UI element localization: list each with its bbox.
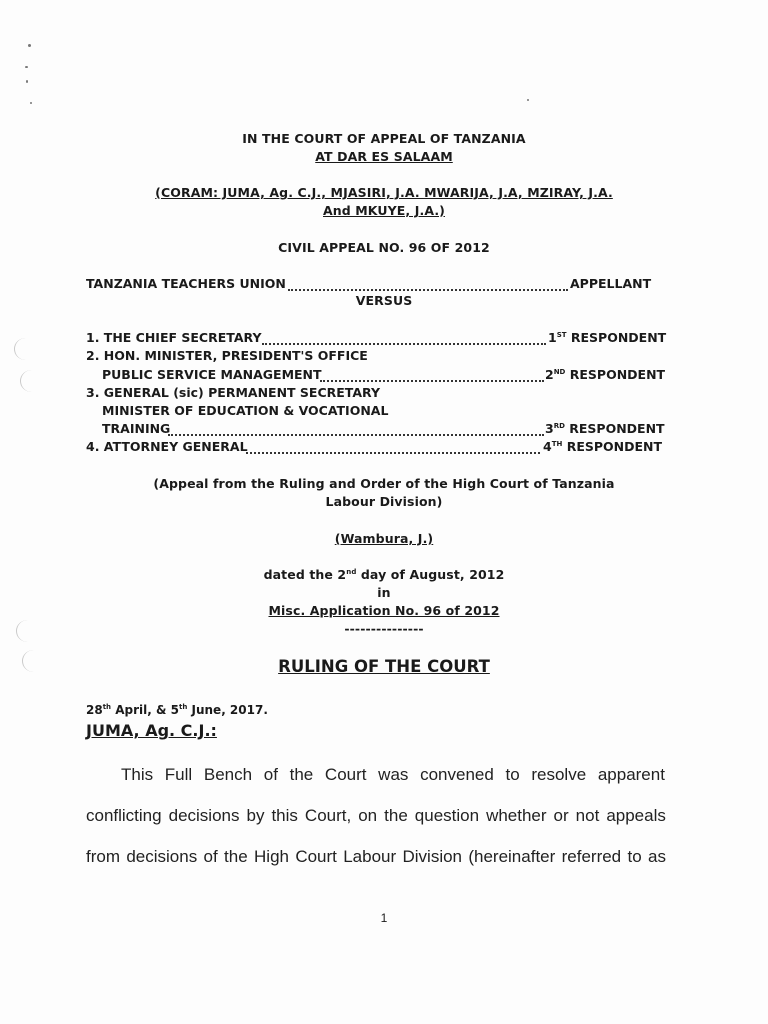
body-word: decisions [126, 847, 198, 866]
respondent-3-line-1: 3. GENERAL (sic) PERMANENT SECRETARY [86, 385, 381, 400]
versus-label: VERSUS [355, 293, 413, 308]
respondent-4-name: 4. ATTORNEY GENERAL [86, 439, 248, 454]
body-word: the [224, 847, 248, 866]
respondent-1-role: 1ST RESPONDENT [548, 330, 667, 345]
body-word: Division [402, 847, 463, 866]
body-word: on [358, 806, 378, 825]
leader-dots [168, 432, 544, 436]
body-word: resolve [531, 765, 587, 784]
leader-dots [320, 378, 544, 382]
body-word: apparent [597, 765, 665, 784]
respondent-3-line-3: TRAINING [102, 421, 171, 436]
body-word: of [263, 765, 278, 784]
ruling-title: RULING OF THE COURT [278, 657, 490, 676]
body-word: to [627, 847, 642, 866]
appeal-from-line-1: (Appeal from the Ruling and Order of the High Court of Tanzania [153, 476, 615, 491]
respondent-1-name: 1. THE CHIEF SECRETARY [86, 330, 262, 345]
in-label: in [377, 585, 391, 600]
body-word: High [254, 847, 289, 866]
body-word: this [271, 806, 298, 825]
coram-line-1: (CORAM: JUMA, Ag. C.J., MJASIRI, J.A. MWARIJA, J.A, MZIRAY, J.A. [155, 185, 613, 200]
body-word: or [553, 806, 569, 825]
body-line-3 [86, 847, 666, 867]
punch-hole-mark [14, 338, 37, 360]
appellant-role: APPELLANT [570, 276, 652, 291]
body-word: Court [295, 847, 337, 866]
body-word: Court [324, 765, 367, 784]
respondent-2-line-2: PUBLIC SERVICE MANAGEMENT [102, 367, 322, 382]
body-word: by [246, 806, 265, 825]
body-word: to [505, 765, 520, 784]
scan-speck [30, 102, 32, 104]
body-word: of [203, 847, 218, 866]
court-name: IN THE COURT OF APPEAL OF TANZANIA [242, 131, 526, 146]
body-word: was [378, 765, 409, 784]
body-line-1 [121, 765, 665, 785]
dated-line: dated the 2nd day of August, 2012 [263, 567, 505, 582]
leader-dots [262, 341, 546, 345]
body-word: Labour [343, 847, 397, 866]
court-location: AT DAR ES SALAAM [315, 149, 453, 164]
page-number: 1 [380, 911, 388, 925]
appeal-from-line-2: Labour Division) [325, 494, 443, 509]
body-word: referred [561, 847, 622, 866]
hearing-dates: 28th April, & 5th June, 2017. [86, 703, 268, 717]
dash-separator: --------------- [344, 621, 424, 636]
body-word: Full [164, 765, 193, 784]
trial-judge: (Wambura, J.) [334, 531, 434, 546]
respondent-2-role: 2ND RESPONDENT [545, 367, 666, 382]
body-word: the [384, 806, 408, 825]
coram-line-2: And MKUYE, J.A.) [323, 203, 445, 218]
body-word: as [647, 847, 666, 866]
respondent-3-role: 3RD RESPONDENT [545, 421, 665, 436]
leader-dots [288, 287, 568, 291]
body-word: from [86, 847, 120, 866]
body-word: the [289, 765, 314, 784]
judge-heading: JUMA, Ag. C.J.: [86, 721, 217, 740]
body-word: This [121, 765, 154, 784]
body-word: question [414, 806, 480, 825]
body-line-2 [86, 806, 666, 826]
body-word: whether [486, 806, 547, 825]
body-word: Bench [203, 765, 253, 784]
respondent-4-role: 4TH RESPONDENT [543, 439, 663, 454]
scan-speck [26, 80, 28, 83]
misc-application: Misc. Application No. 96 of 2012 [268, 603, 500, 618]
body-word: decisions [168, 806, 240, 825]
scan-speck [527, 99, 529, 101]
scan-speck [25, 66, 28, 68]
body-word: Court, [304, 806, 352, 825]
body-word: not [575, 806, 600, 825]
punch-hole-mark [20, 370, 43, 392]
case-number: CIVIL APPEAL NO. 96 OF 2012 [278, 240, 490, 255]
body-word: conflicting [86, 806, 162, 825]
body-word: (hereinafter [468, 847, 556, 866]
body-word: appeals [606, 806, 666, 825]
appellant-name: TANZANIA TEACHERS UNION [86, 276, 286, 291]
scan-speck [28, 44, 31, 47]
leader-dots [246, 450, 540, 454]
body-word: convened [420, 765, 494, 784]
respondent-2-line-1: 2. HON. MINISTER, PRESIDENT'S OFFICE [86, 348, 368, 363]
respondent-3-line-2: MINISTER OF EDUCATION & VOCATIONAL [102, 403, 389, 418]
